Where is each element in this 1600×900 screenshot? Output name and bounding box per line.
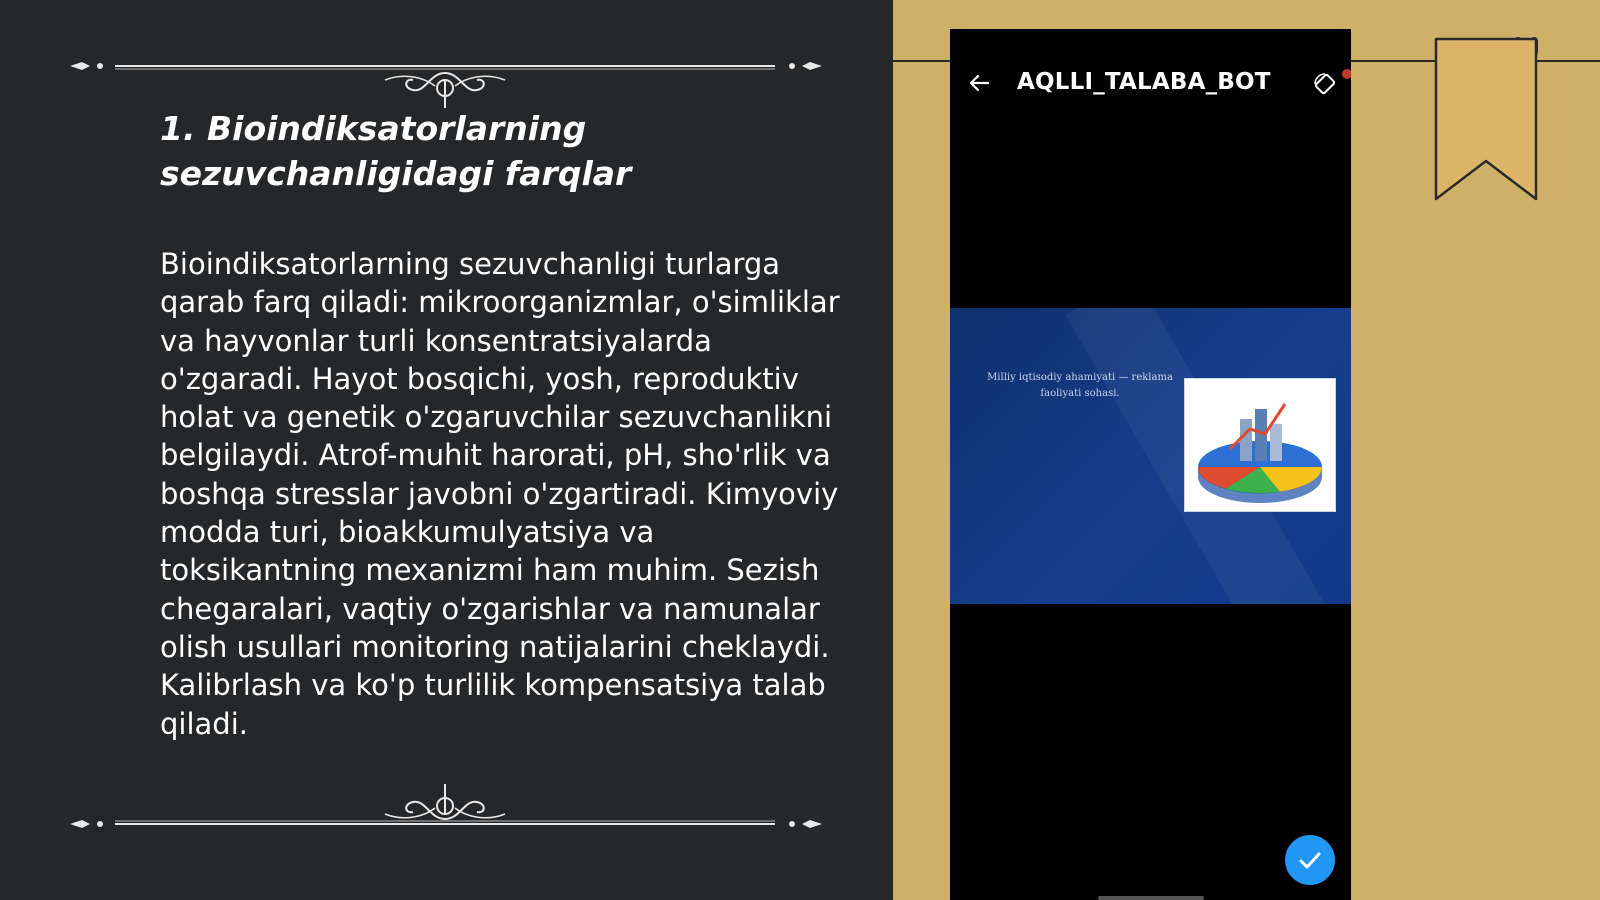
chat-title: AQLLI_TALABA_BOT bbox=[1017, 69, 1271, 95]
pie-chart-graphic bbox=[1184, 378, 1336, 512]
slide-title-line-2: sezuvchanligidagi farqlar bbox=[160, 154, 632, 193]
decorative-line-left bbox=[893, 60, 953, 62]
rotate-icon[interactable] bbox=[1312, 71, 1338, 97]
slide-body-text: Bioindiksatorlarning sezuvchanligi turlarga qarab farq qiladi: mikroorganizmlar, o'simliklar va hayvonlar turli konsentratsiyalarda o'zgaradi. Hayot bosqichi, yosh, reproduktiv holat va genetik o'zgaruvchilar sezuvchanlikni belgilaydi. Atrof-muhit harorati, pH, sho'rlik va boshqa stresslar javobni o'zgartiradi. Kimyoviy modda turi, bioakkumulyatsiya va toksikantning mexanizmi ham muhim. Sezish chegaralari, vaqtiy o'zgarishlar va namunalar olish usullari monitoring natijalarini cheklaydi. Kalibrlash va ko'p turlilik kompensatsiya talab qiladi. bbox=[160, 247, 840, 741]
top-flourish-ornament bbox=[375, 68, 515, 108]
slide-title-line-1: 1. Bioindiksatorlarning bbox=[160, 109, 587, 148]
media-preview[interactable] bbox=[950, 308, 1351, 604]
send-button[interactable] bbox=[1285, 835, 1335, 885]
slide-title bbox=[160, 106, 800, 196]
home-indicator bbox=[1098, 896, 1204, 900]
phone-screenshot bbox=[950, 29, 1351, 900]
arrow-left-icon[interactable] bbox=[968, 72, 990, 94]
bottom-decorative-rule bbox=[70, 818, 822, 830]
notification-dot bbox=[1342, 69, 1351, 79]
checkmark-icon bbox=[1285, 835, 1335, 885]
chat-header bbox=[950, 29, 1351, 139]
bookmark-ribbon-icon bbox=[1434, 37, 1538, 201]
preview-text: Milliy iqtisodiy ahamiyati — reklama faoliyati sohasi. bbox=[987, 372, 1173, 399]
